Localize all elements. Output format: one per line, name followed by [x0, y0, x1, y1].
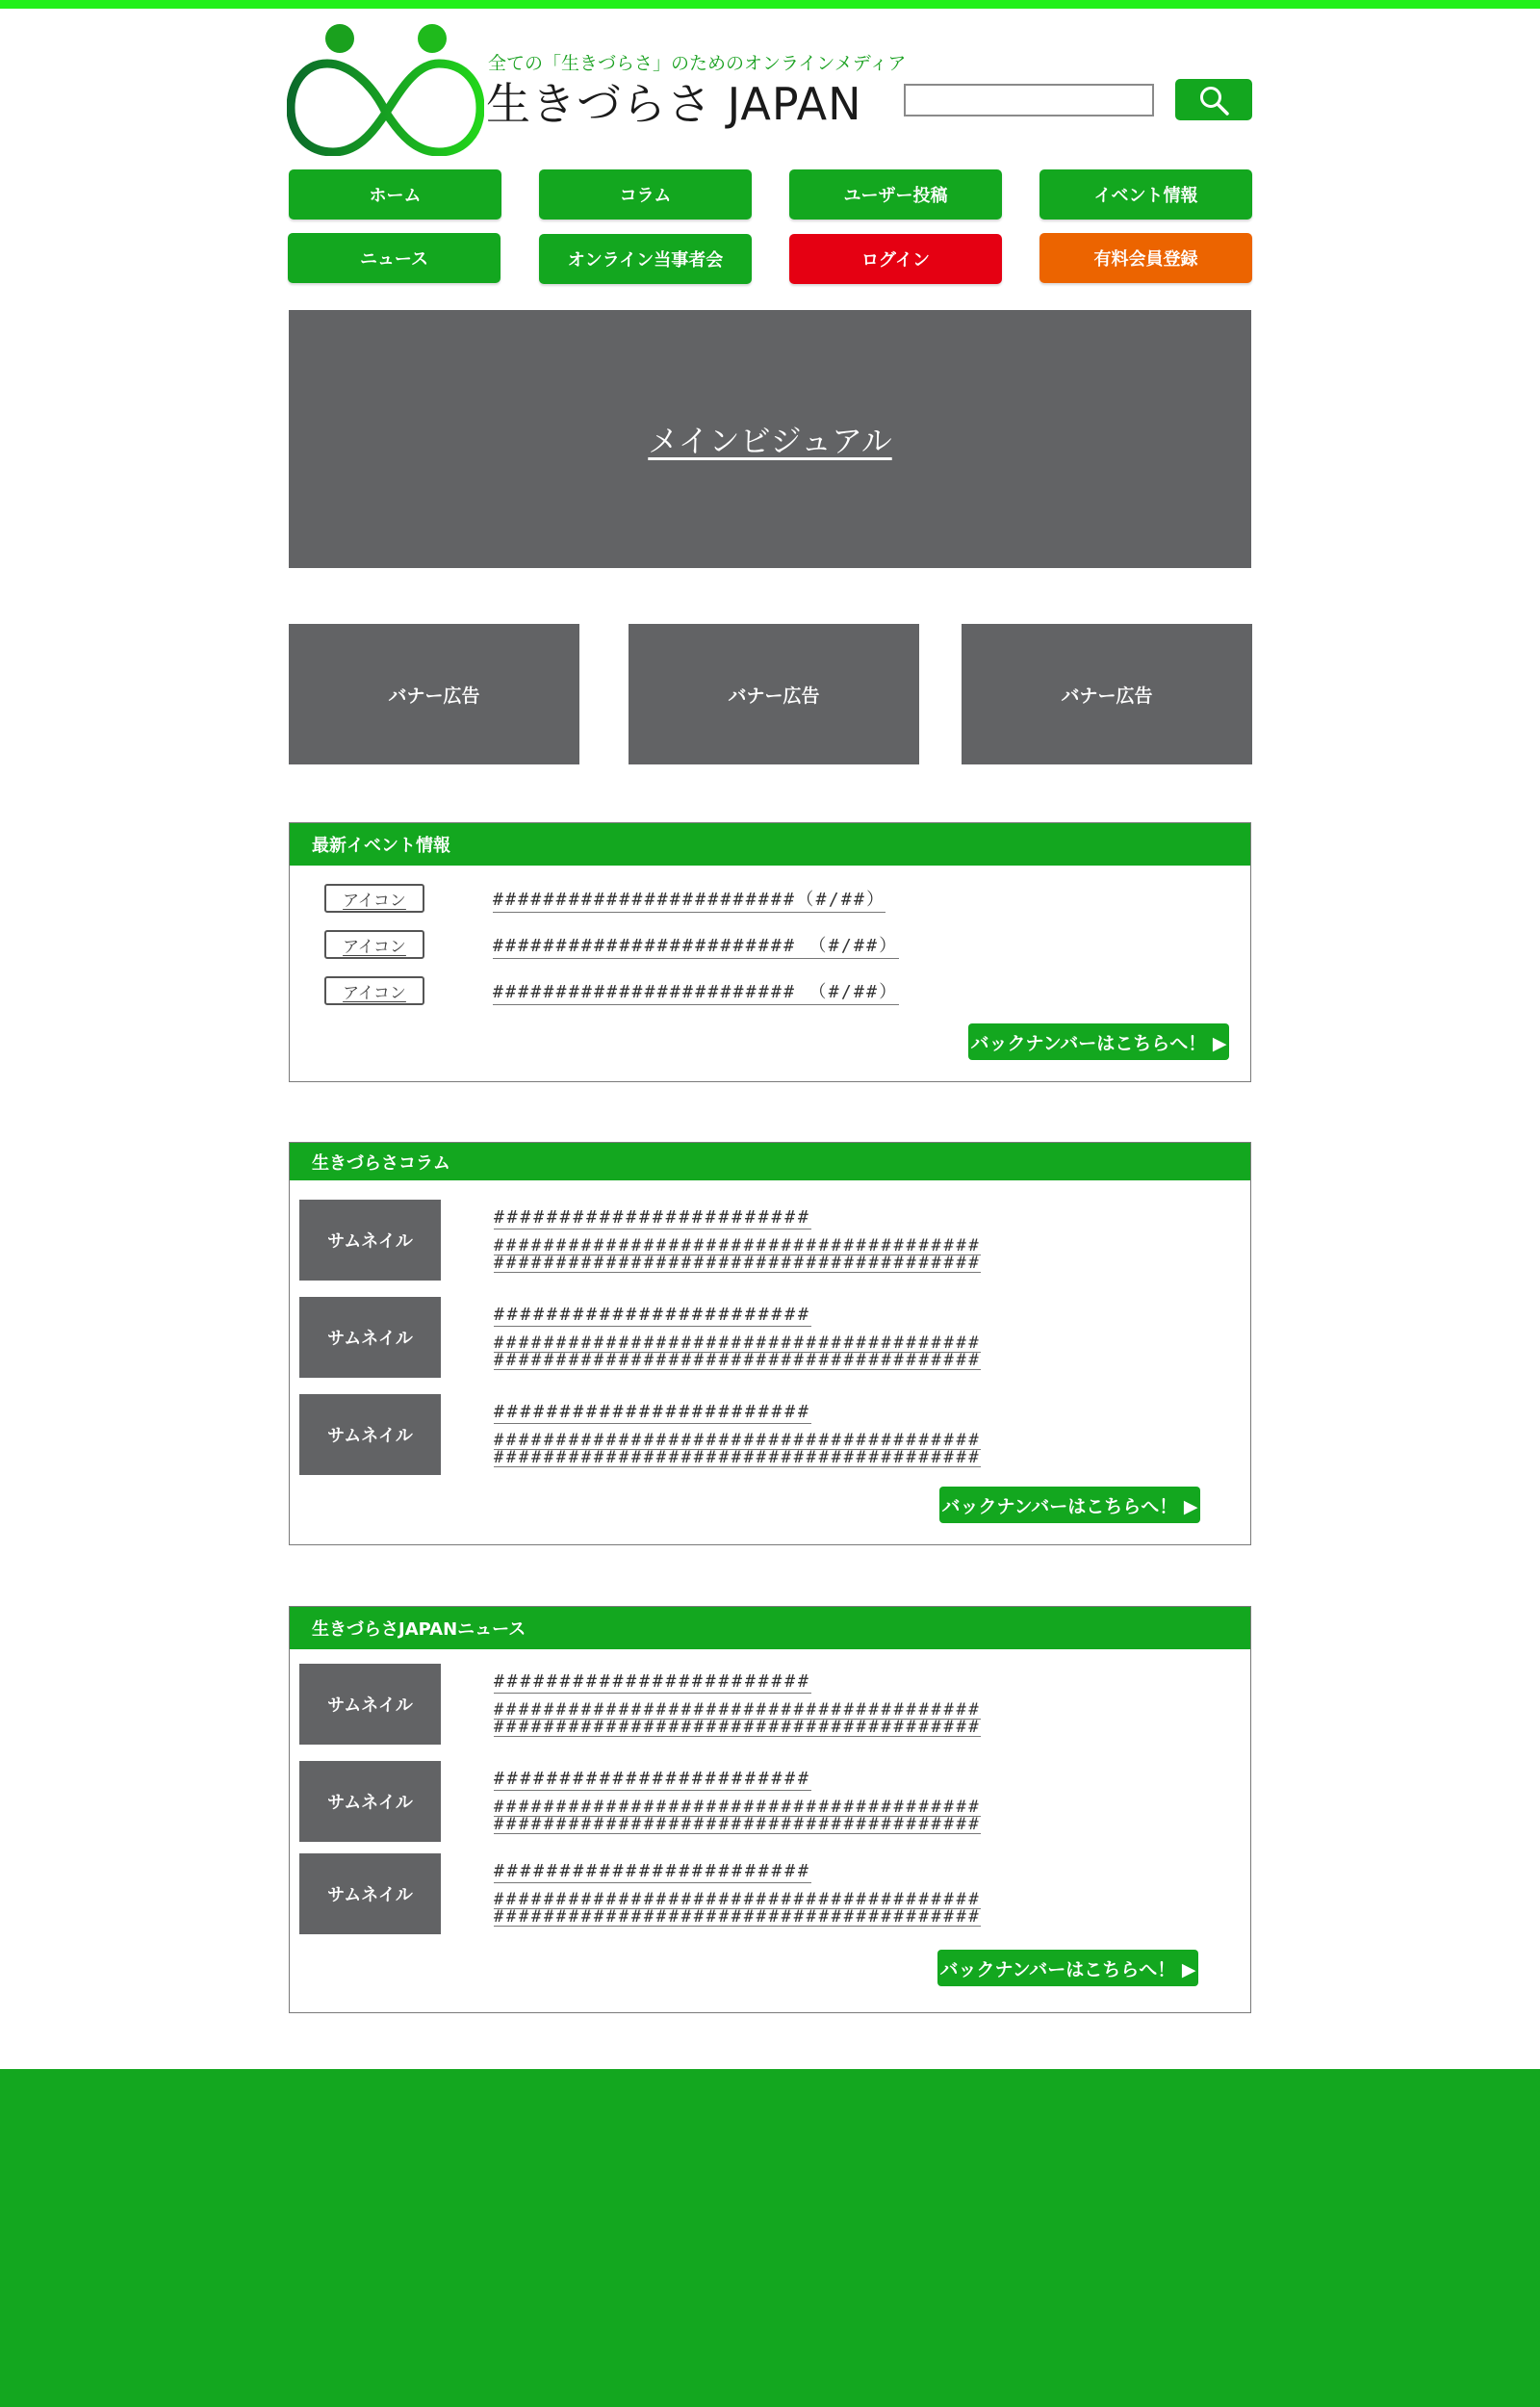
search-input[interactable] [904, 84, 1154, 116]
nav-column-button[interactable]: コラム [539, 169, 752, 220]
column-article-excerpt: ####################################### ####################################### [494, 1431, 982, 1467]
news-thumbnail[interactable]: サムネイル [299, 1761, 441, 1842]
news-section-title: 生きづらさJAPANニュース [290, 1607, 1250, 1649]
column-article-item[interactable] [299, 1394, 992, 1477]
event-row[interactable] [324, 930, 998, 959]
nav-login-button[interactable]: ログイン [789, 234, 1002, 284]
top-accent-bar [0, 0, 1540, 9]
column-article-item[interactable] [299, 1297, 992, 1380]
column-thumbnail[interactable]: サムネイル [299, 1394, 441, 1475]
events-section-title: 最新イベント情報 [290, 823, 1250, 866]
main-visual-label: メインビジュアル [648, 423, 892, 459]
news-article-excerpt: ####################################### ####################################### [494, 1890, 982, 1927]
event-icon-badge: アイコン [324, 884, 424, 913]
nav-home-button[interactable]: ホーム [289, 169, 501, 220]
footer [0, 2069, 1540, 2407]
news-article-item[interactable] [299, 1664, 992, 1747]
banner-ad-2[interactable]: バナー広告 [629, 624, 919, 764]
news-section [289, 1606, 1251, 2013]
search-icon [1197, 84, 1230, 116]
nav-news-button[interactable]: ニュース [288, 233, 500, 283]
nav-user-post-button[interactable]: ユーザー投稿 [789, 169, 1002, 220]
column-article-excerpt: ####################################### ####################################### [494, 1236, 982, 1273]
news-back-number-button[interactable]: バックナンバーはこちらへ！ ▶ [937, 1950, 1198, 1986]
events-section [289, 822, 1251, 1082]
news-article-item[interactable] [299, 1853, 992, 1936]
event-text-link[interactable]: ######################## （#/##） [493, 978, 899, 1005]
event-icon-badge: アイコン [324, 976, 424, 1005]
column-back-number-button[interactable]: バックナンバーはこちらへ！ ▶ [939, 1487, 1200, 1523]
column-article-title[interactable]: ######################## [494, 1305, 811, 1325]
nav-event-button[interactable]: イベント情報 [1040, 169, 1252, 220]
news-thumbnail[interactable]: サムネイル [299, 1853, 441, 1934]
event-row[interactable] [324, 976, 998, 1005]
nav-online-meeting-button[interactable]: オンライン当事者会 [539, 234, 752, 284]
banner-ad-3[interactable]: バナー広告 [962, 624, 1252, 764]
column-thumbnail[interactable]: サムネイル [299, 1200, 441, 1281]
news-article-title[interactable]: ######################## [494, 1769, 811, 1789]
column-section-title: 生きづらさコラム [290, 1143, 1250, 1180]
event-text-link[interactable]: ########################（#/##） [493, 886, 886, 913]
news-thumbnail[interactable]: サムネイル [299, 1664, 441, 1745]
column-article-excerpt: ####################################### ####################################### [494, 1333, 982, 1370]
nav-paid-member-button[interactable]: 有料会員登録 [1040, 233, 1252, 283]
site-tagline: 全ての「生きづらさ」のためのオンラインメディア [488, 53, 907, 74]
news-article-excerpt: ####################################### ####################################### [494, 1798, 982, 1834]
event-text-link[interactable]: ######################## （#/##） [493, 932, 899, 959]
column-article-title[interactable]: ######################## [494, 1402, 811, 1422]
news-article-excerpt: ####################################### ####################################### [494, 1700, 982, 1737]
column-article-title[interactable]: ######################## [494, 1207, 811, 1228]
column-article-item[interactable] [299, 1200, 992, 1282]
event-icon-badge: アイコン [324, 930, 424, 959]
search-button[interactable] [1175, 79, 1252, 120]
logo-icon[interactable] [287, 23, 484, 156]
main-visual[interactable] [289, 310, 1251, 568]
column-section [289, 1142, 1251, 1545]
column-thumbnail[interactable]: サムネイル [299, 1297, 441, 1378]
events-back-number-button[interactable]: バックナンバーはこちらへ！ ▶ [968, 1023, 1229, 1060]
site-brand-name[interactable]: 生きづらさ JAPAN [486, 78, 862, 130]
news-article-title[interactable]: ######################## [494, 1671, 811, 1692]
news-article-title[interactable]: ######################## [494, 1861, 811, 1881]
news-article-item[interactable] [299, 1761, 992, 1844]
banner-ad-1[interactable]: バナー広告 [289, 624, 579, 764]
event-row[interactable] [324, 884, 998, 913]
